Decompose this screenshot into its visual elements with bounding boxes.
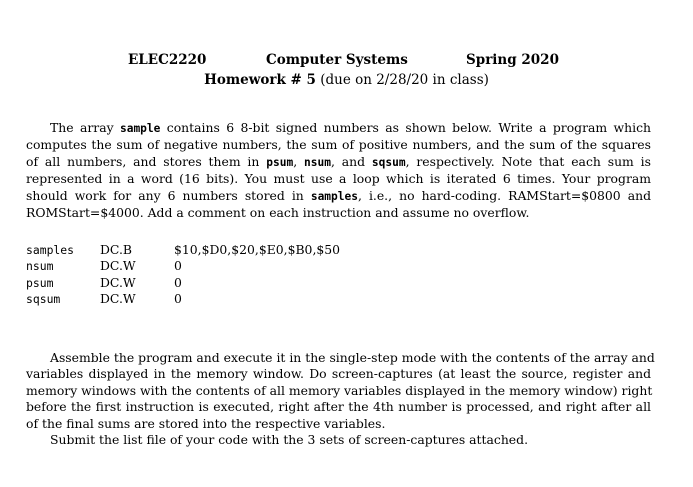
declaration-directive: DC.B — [100, 242, 133, 257]
term: Spring 2020 — [466, 52, 559, 68]
declaration-value: $10,$D0,$20,$E0,$B0,$50 — [174, 242, 341, 257]
statement-line: ROMStart=$4000. Add a comment on each instruction and assume no overflow. — [26, 205, 530, 221]
statement-line: of all numbers, and stores them in psum, nsum, and sqsum, respectively. Note that each sum is — [26, 153, 651, 169]
instruction-line: Assemble the program and execute it in the single-step mode with the contents of the array and — [50, 350, 655, 365]
code-term: sqsum — [371, 155, 406, 169]
declaration-directive: DC.W — [100, 291, 136, 307]
declaration-label: psum — [26, 275, 54, 290]
statement-line: computes the sum of negative numbers, the sum of positive numbers, and the sum of the squares — [26, 137, 651, 153]
declaration-directive: DC.W — [100, 258, 136, 274]
statement-line: should work for any 6 numbers stored in samples, i.e., no hard-coding. RAMStart=$0800 and — [26, 187, 651, 203]
instruction-line: memory windows with the contents of all memory variables displayed in the memory window) right — [26, 382, 653, 398]
course-title: Computer Systems — [266, 52, 408, 68]
code-term: psum — [266, 155, 294, 169]
statement-line: The array sample contains 6 8-bit signed numbers as shown below. Write a program which — [50, 120, 652, 135]
problem-statement — [26, 120, 651, 221]
instruction-line: Submit the list file of your code with the 3 sets of screen-captures attached. — [50, 432, 529, 448]
declaration-value: 0 — [174, 291, 182, 307]
homework-number: Homework # 5 — [204, 72, 316, 88]
homework-heading — [0, 72, 693, 89]
declaration-label: nsum — [26, 259, 54, 274]
course-code: ELEC2220 — [128, 52, 207, 68]
statement-line: represented in a word (16 bits). You must use a loop which is iterated 6 times. Your program — [26, 171, 651, 187]
code-term: sample — [119, 122, 161, 135]
declaration-label: sqsum — [26, 292, 61, 307]
instruction-line: variables displayed in the memory window. Do screen-captures (at least the source, register and — [26, 366, 651, 382]
submission-instructions — [26, 350, 655, 448]
declaration-directive: DC.W — [100, 274, 136, 290]
declaration-value: 0 — [174, 274, 182, 290]
code-term: samples — [310, 189, 358, 203]
declaration-label: samples — [26, 243, 75, 257]
instruction-line: before the first instruction is executed, right after the 4th number is processed, and right after all — [26, 399, 651, 415]
due-date: (due on 2/28/20 in class) — [320, 72, 489, 88]
instruction-line: of the final sums are stored into the respective variables. — [26, 415, 386, 431]
declaration-value: 0 — [174, 258, 182, 274]
code-term: nsum — [303, 155, 331, 169]
